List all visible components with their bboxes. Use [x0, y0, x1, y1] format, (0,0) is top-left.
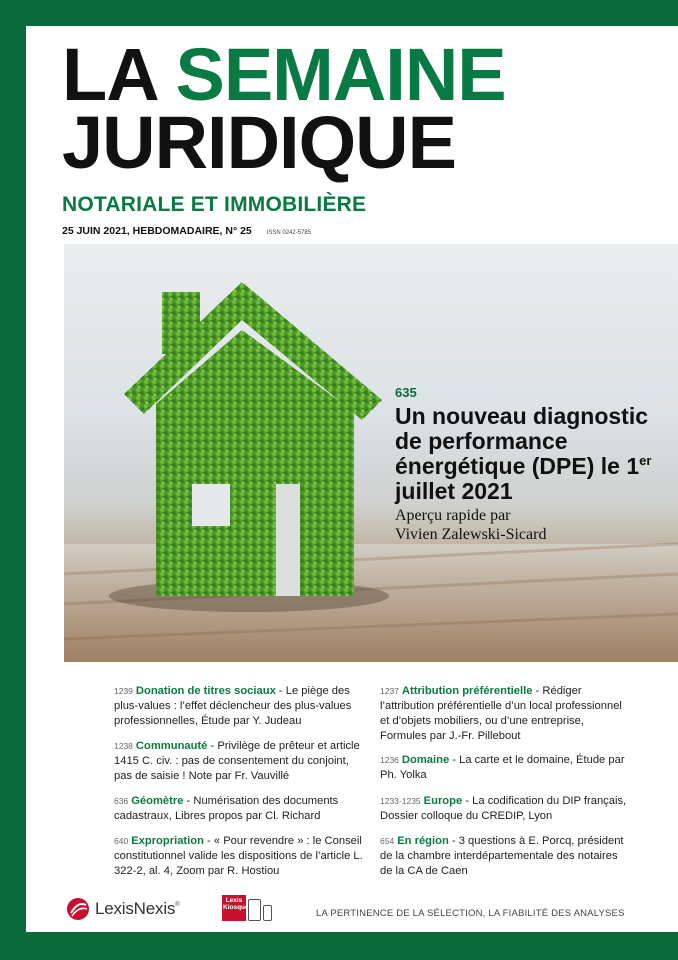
lead-article-title [395, 404, 665, 504]
masthead [62, 33, 506, 184]
lexisnexis-logo-icon [66, 897, 90, 921]
phone-icon [263, 905, 272, 921]
item-keyword: En région [397, 835, 449, 847]
tablet-icon [248, 899, 261, 921]
masthead-juridique: JURIDIQUE [62, 101, 456, 184]
frame-left [0, 0, 26, 960]
item-number: 636 [114, 796, 129, 806]
item-text: - 3 questions à E. Porcq, président de la chambre interdépartementale des notaires de la CA de Caen [380, 835, 624, 877]
contents-item[interactable] [114, 834, 364, 879]
issue-line [62, 225, 311, 237]
item-keyword: Domaine [401, 754, 450, 766]
item-text: - Le piège des plus-values : l’effet déclencheur des plus-values professionnelles, Étude par Y. Judeau [114, 685, 352, 727]
lead-title-main: Un nouveau diagnostic de performance énergétique (DPE) le 1 [395, 403, 649, 480]
item-keyword: Donation de titres sociaux [135, 685, 276, 697]
item-keyword: Expropriation [131, 835, 204, 847]
footer-tagline: LA PERTINENCE DE LA SÉLECTION, LA FIABILITÉ DES ANALYSES [316, 908, 625, 919]
item-keyword: Europe [423, 795, 463, 807]
lead-article[interactable] [395, 385, 665, 544]
item-text: - Numérisation des documents cadastraux, Libres propos par Cl. Richard [114, 795, 339, 822]
contents-item[interactable] [114, 739, 364, 784]
contents-item[interactable] [380, 834, 630, 879]
item-number: 640 [114, 836, 129, 846]
kiosque-line1: Lexis [225, 897, 243, 904]
brand-text: LexisNexis [95, 899, 176, 918]
contents-item[interactable] [380, 753, 630, 783]
item-number: 1237 [380, 686, 399, 696]
lead-author-line1: Aperçu rapide par [395, 507, 511, 525]
item-keyword: Attribution préférentielle [401, 685, 533, 697]
lead-article-number: 635 [395, 385, 417, 400]
item-keyword: Communauté [135, 740, 208, 752]
issn: ISSN 0242-5785 [266, 230, 312, 236]
brand-name [95, 899, 179, 919]
item-text: - « Pour revendre » : le Conseil constitutionnel valide les dispositions de l’article L. 322-2, al. 4, Zoom par R. Hostiou [114, 835, 363, 877]
lead-article-author [395, 507, 665, 544]
contents-item[interactable] [114, 794, 364, 824]
lead-title-sup: er [639, 453, 652, 469]
item-text: - La carte et le domaine, Étude par Ph. Yolka [380, 754, 625, 781]
item-text: - Privilège de prêteur et article 1415 C. civ. : pas de consentement du conjoint, pas de saisie ! Note par Fr. Vauvillé [114, 740, 360, 782]
issue-date: 25 JUIN 2021, HEBDOMADAIRE, N° 25 [62, 225, 252, 237]
contents-item[interactable] [380, 684, 630, 744]
contents-item[interactable] [380, 794, 630, 824]
item-number: 1238 [114, 741, 133, 751]
kiosque-line2: Kiosque [223, 903, 249, 911]
lexis-kiosque-badge [222, 895, 272, 921]
frame-bottom [0, 932, 678, 960]
item-number: 1239 [114, 686, 133, 696]
lexisnexis-logo [66, 897, 179, 921]
item-number: 1236 [380, 755, 399, 765]
brand-reg: ® [175, 902, 180, 908]
item-text: - Rédiger l’attribution préférentielle d’un local professionnel et d’objets mobiliers, ou d’une entreprise, Formules par J.-Fr. Pillebout [380, 685, 622, 742]
frame-top [0, 0, 678, 26]
kiosque-logo [222, 895, 249, 921]
item-text: - La codification du DIP français, Dossier colloque du CREDIP, Lyon [380, 795, 627, 822]
masthead-semaine: SEMAINE [175, 33, 506, 116]
contents-item[interactable] [114, 684, 364, 729]
lead-author-line2: Vivien Zalewski-Sicard [395, 525, 547, 543]
item-keyword: Géomètre [131, 795, 184, 807]
masthead-la: LA [62, 33, 156, 116]
publication-subtitle: NOTARIALE ET IMMOBILIÈRE [62, 193, 367, 216]
item-number: 1233-1235 [380, 796, 421, 806]
lead-title-end: juillet 2021 [395, 478, 513, 505]
item-number: 654 [380, 836, 395, 846]
